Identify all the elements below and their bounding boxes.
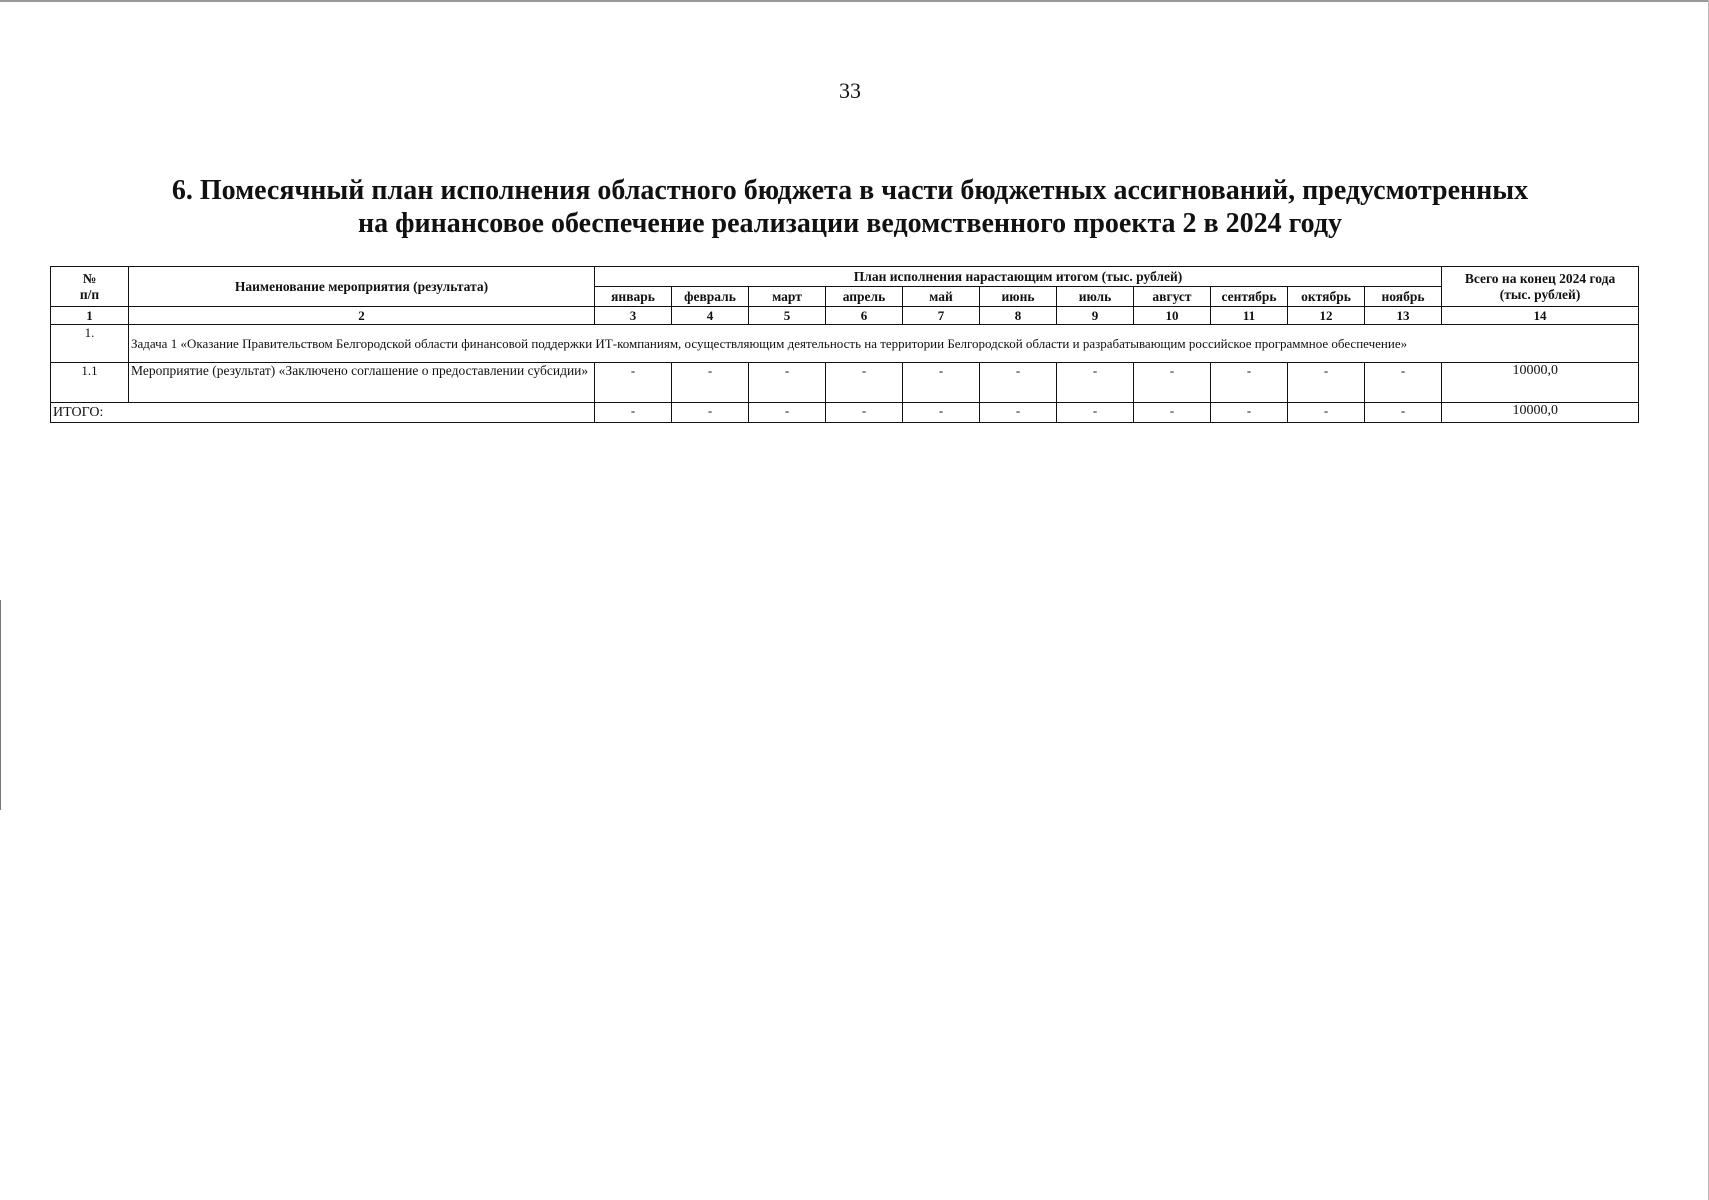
column-number: 7	[903, 307, 980, 325]
event-row-total: 10000,0	[1442, 363, 1639, 403]
document-title-line-2: на финансовое обеспечение реализации ведомственного проекта 2 в 2024 году	[357, 208, 1343, 239]
column-number: 11	[1211, 307, 1288, 325]
header-plan-cell: План исполнения нарастающим итогом (тыс. рублей)	[595, 267, 1442, 287]
event-row-value: -	[749, 363, 826, 403]
total-row-total: 10000,0	[1442, 403, 1639, 423]
event-row-value: -	[980, 363, 1057, 403]
budget-plan-table	[50, 266, 1639, 423]
header-month: сентябрь	[1211, 287, 1288, 307]
total-row	[51, 403, 1639, 423]
event-row-name: Мероприятие (результат) «Заключено соглашение о предоставлении субсидии»	[129, 363, 595, 403]
event-row-value: -	[595, 363, 672, 403]
scan-top-edge	[0, 0, 1709, 2]
event-row-value: -	[1057, 363, 1134, 403]
column-number: 14	[1442, 307, 1639, 325]
page-number: 33	[839, 78, 861, 103]
document-title	[60, 174, 1640, 240]
total-row-value: -	[1288, 403, 1365, 423]
event-row-value: -	[1134, 363, 1211, 403]
header-num-line-2: п/п	[79, 286, 100, 302]
header-month: август	[1134, 287, 1211, 307]
header-month: май	[903, 287, 980, 307]
event-row-value: -	[1211, 363, 1288, 403]
task-row-num: 1.	[51, 325, 129, 363]
column-number-row	[51, 307, 1639, 325]
event-row-value: -	[1365, 363, 1442, 403]
header-month: июль	[1057, 287, 1134, 307]
event-row-value: -	[672, 363, 749, 403]
header-total-line-2: (тыс. рублей)	[1499, 286, 1581, 302]
task-row-text: Задача 1 «Оказание Правительством Белгородской области финансовой поддержки ИТ-компаниям, осуществляющим деятельность на территории Белгородской области и разрабатывающим российское программное обеспечение»	[129, 325, 1639, 363]
total-row-value: -	[1365, 403, 1442, 423]
header-month: июнь	[980, 287, 1057, 307]
total-row-value: -	[672, 403, 749, 423]
total-row-label: ИТОГО:	[51, 403, 595, 423]
header-total-cell	[1442, 267, 1639, 307]
column-number: 12	[1288, 307, 1365, 325]
column-number: 1	[51, 307, 129, 325]
column-number: 13	[1365, 307, 1442, 325]
document-title-line-1: 6. Помесячный план исполнения областного бюджета в части бюджетных ассигнований, предусмотренных	[171, 175, 1529, 206]
column-number: 6	[826, 307, 903, 325]
total-row-value: -	[595, 403, 672, 423]
column-number: 10	[1134, 307, 1211, 325]
header-month: январь	[595, 287, 672, 307]
event-row-num: 1.1	[51, 363, 129, 403]
header-num-line-1: №	[82, 270, 97, 286]
header-total-line-1: Всего на конец 2024 года	[1464, 270, 1616, 286]
header-row-1	[51, 267, 1639, 287]
event-row-value: -	[903, 363, 980, 403]
total-row-value: -	[1057, 403, 1134, 423]
header-name-cell: Наименование мероприятия (результата)	[129, 267, 595, 307]
task-row	[51, 325, 1639, 363]
header-month: октябрь	[1288, 287, 1365, 307]
header-num-cell	[51, 267, 129, 307]
header-month: апрель	[826, 287, 903, 307]
scan-left-edge-mark	[0, 600, 1, 810]
total-row-value: -	[1211, 403, 1288, 423]
column-number: 9	[1057, 307, 1134, 325]
total-row-value: -	[980, 403, 1057, 423]
column-number: 3	[595, 307, 672, 325]
header-month: февраль	[672, 287, 749, 307]
total-row-value: -	[903, 403, 980, 423]
event-row	[51, 363, 1639, 403]
column-number: 4	[672, 307, 749, 325]
total-row-value: -	[749, 403, 826, 423]
column-number: 2	[129, 307, 595, 325]
column-number: 5	[749, 307, 826, 325]
header-month: март	[749, 287, 826, 307]
event-row-value: -	[826, 363, 903, 403]
column-number: 8	[980, 307, 1057, 325]
total-row-value: -	[1134, 403, 1211, 423]
event-row-value: -	[1288, 363, 1365, 403]
header-month: ноябрь	[1365, 287, 1442, 307]
total-row-value: -	[826, 403, 903, 423]
